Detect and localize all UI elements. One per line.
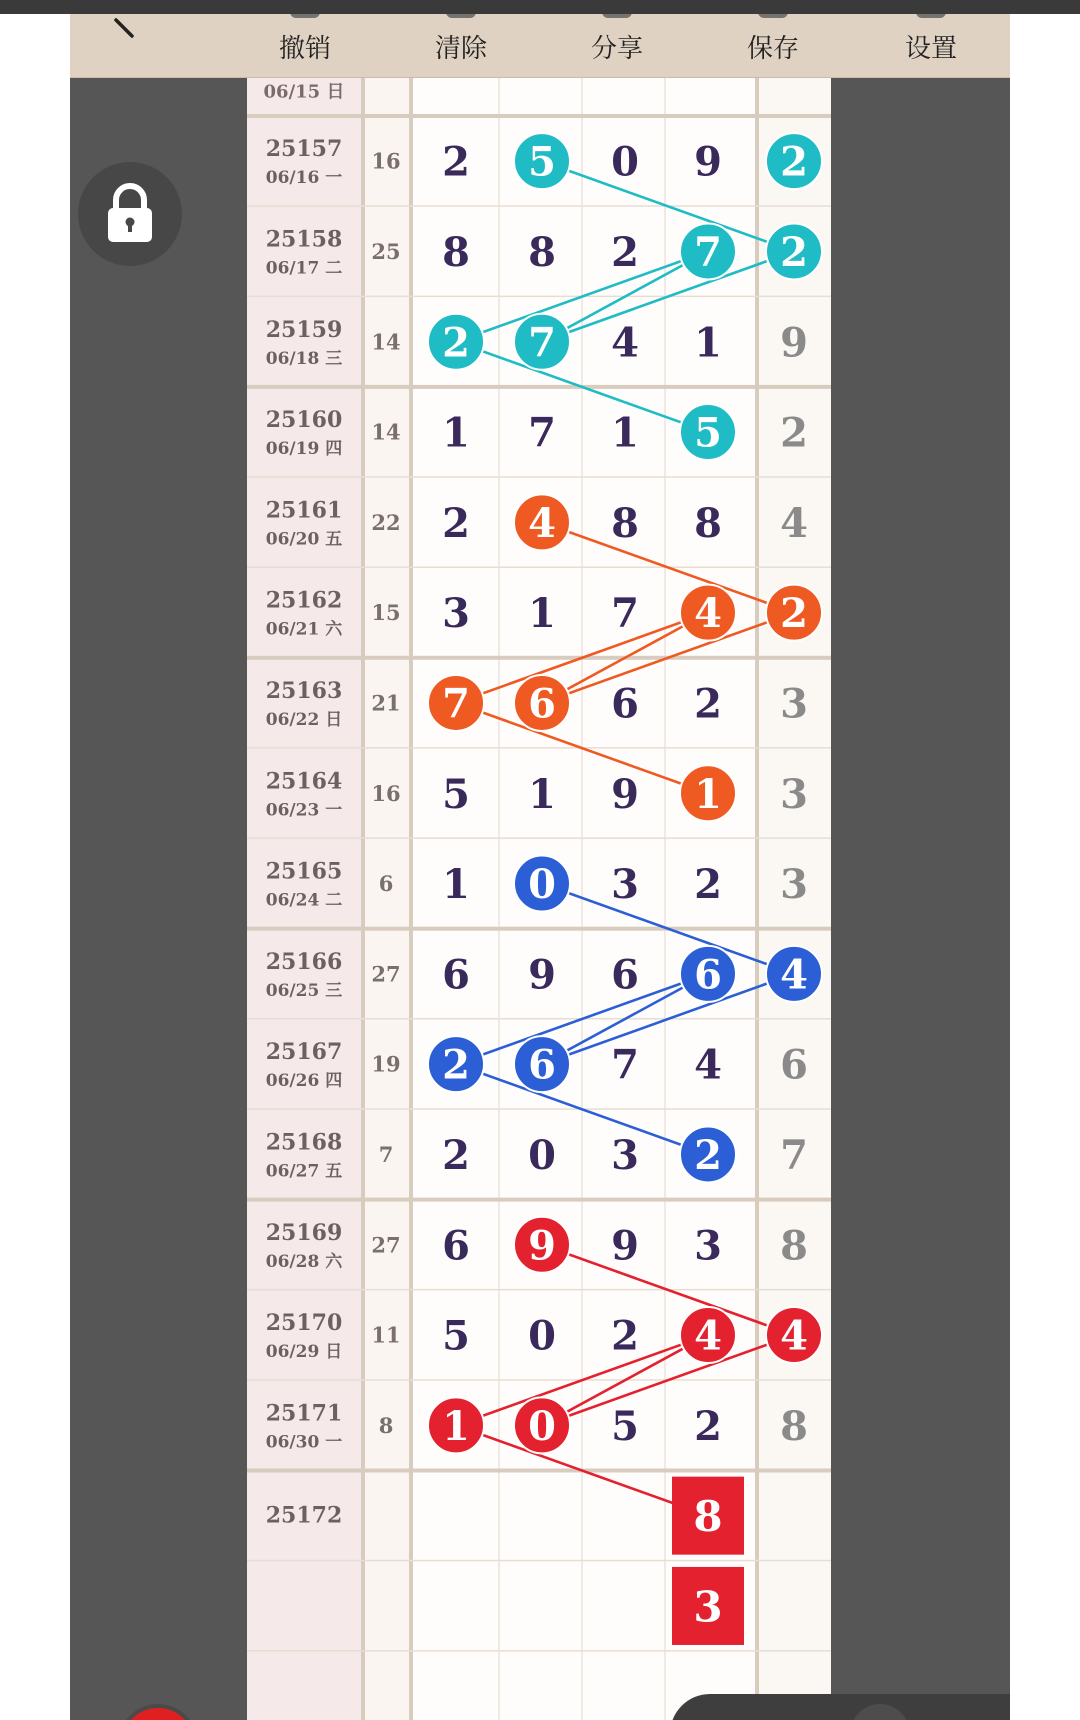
prediction-value: 8 bbox=[693, 1492, 723, 1542]
row-divider bbox=[247, 1469, 831, 1473]
back-arrow-icon[interactable] bbox=[108, 14, 148, 54]
sum-value: 22 bbox=[371, 509, 401, 535]
extra-value: 6 bbox=[780, 1041, 808, 1089]
digit-value: 4 bbox=[694, 1312, 722, 1360]
period-date: 06/20 五 bbox=[265, 529, 343, 550]
row-divider bbox=[247, 1198, 831, 1202]
lock-button[interactable] bbox=[78, 162, 182, 266]
row-divider bbox=[247, 656, 831, 660]
digit-value: 4 bbox=[694, 590, 722, 638]
sum-value: 27 bbox=[371, 961, 401, 987]
digit-value: 2 bbox=[442, 1041, 470, 1089]
row-divider bbox=[247, 1650, 831, 1652]
digit-value: 3 bbox=[694, 1222, 722, 1270]
digit-value: 6 bbox=[528, 680, 556, 728]
sum-value: 25 bbox=[371, 238, 401, 264]
extra-value: 4 bbox=[780, 1312, 808, 1360]
row-divider bbox=[247, 205, 831, 207]
digit-value: 4 bbox=[694, 1041, 722, 1089]
extra-value: 3 bbox=[780, 861, 808, 909]
extra-value: 4 bbox=[780, 951, 808, 999]
row-divider bbox=[247, 114, 831, 118]
digit-value: 1 bbox=[611, 409, 639, 457]
period-number: 25162 bbox=[265, 587, 343, 614]
save-button[interactable] bbox=[698, 14, 848, 78]
row-divider bbox=[247, 837, 831, 839]
period-number: 25157 bbox=[265, 136, 343, 163]
sum-value: 14 bbox=[371, 329, 401, 355]
digit-value: 8 bbox=[528, 228, 556, 276]
extra-value: 2 bbox=[780, 409, 808, 457]
digit-value: 1 bbox=[528, 590, 556, 638]
digit-value: 4 bbox=[528, 499, 556, 547]
extra-value: 2 bbox=[780, 590, 808, 638]
extra-value: 3 bbox=[780, 680, 808, 728]
extra-value: 8 bbox=[780, 1222, 808, 1270]
digit-value: 0 bbox=[528, 1312, 556, 1360]
share-button[interactable] bbox=[542, 14, 692, 78]
sum-value: 27 bbox=[371, 1232, 401, 1258]
digit-value: 2 bbox=[442, 499, 470, 547]
digit-value: 5 bbox=[694, 409, 722, 457]
extra-value: 9 bbox=[780, 319, 808, 367]
partial-row-date: 06/15 日 bbox=[263, 81, 345, 103]
digit-value: 6 bbox=[611, 680, 639, 728]
share-label: 分享 bbox=[590, 34, 643, 64]
extra-value: 4 bbox=[780, 499, 808, 547]
row-divider bbox=[247, 927, 831, 931]
digit-value: 7 bbox=[528, 319, 556, 367]
row-divider bbox=[247, 476, 831, 478]
clear-icon bbox=[446, 14, 476, 18]
period-date: 06/27 五 bbox=[265, 1161, 343, 1182]
digit-value: 0 bbox=[528, 1131, 556, 1179]
toolbar bbox=[70, 14, 1010, 78]
period-date: 06/24 二 bbox=[265, 890, 343, 911]
digit-value: 2 bbox=[694, 680, 722, 728]
save-icon bbox=[758, 14, 788, 18]
digit-value: 5 bbox=[442, 1312, 470, 1360]
digit-value: 3 bbox=[611, 861, 639, 909]
row-divider bbox=[247, 1289, 831, 1291]
row-divider bbox=[247, 296, 831, 298]
extra-value: 2 bbox=[780, 138, 808, 186]
digit-value: 2 bbox=[611, 1312, 639, 1360]
floating-panel-handle[interactable] bbox=[850, 1704, 910, 1720]
period-number: 25167 bbox=[265, 1039, 343, 1066]
sum-value: 7 bbox=[378, 1141, 394, 1167]
digit-value: 2 bbox=[442, 138, 470, 186]
next-period-number: 25172 bbox=[265, 1502, 343, 1529]
sum-value: 6 bbox=[378, 871, 394, 897]
period-date: 06/29 日 bbox=[265, 1342, 343, 1363]
sum-value: 16 bbox=[371, 780, 401, 806]
row-divider bbox=[247, 1018, 831, 1020]
digit-value: 2 bbox=[694, 1131, 722, 1179]
digit-value: 1 bbox=[694, 770, 722, 818]
digit-value: 0 bbox=[528, 861, 556, 909]
red-action-button[interactable] bbox=[118, 1704, 198, 1720]
period-date: 06/19 四 bbox=[265, 439, 343, 460]
save-label: 保存 bbox=[746, 34, 799, 64]
digit-value: 8 bbox=[694, 499, 722, 547]
clear-button[interactable] bbox=[386, 14, 536, 78]
sum-value: 11 bbox=[371, 1322, 401, 1348]
sum-value: 16 bbox=[371, 148, 401, 174]
sum-value: 8 bbox=[378, 1412, 394, 1438]
row-divider bbox=[247, 1379, 831, 1381]
digit-value: 2 bbox=[442, 1131, 470, 1179]
digit-value: 6 bbox=[528, 1041, 556, 1089]
digit-value: 6 bbox=[442, 1222, 470, 1270]
digit-value: 0 bbox=[528, 1402, 556, 1450]
digit-value: 2 bbox=[611, 228, 639, 276]
extra-value: 2 bbox=[780, 228, 808, 276]
digit-value: 3 bbox=[611, 1131, 639, 1179]
period-number: 25158 bbox=[265, 226, 343, 253]
digit-value: 7 bbox=[611, 1041, 639, 1089]
status-bar bbox=[0, 0, 1080, 14]
period-date: 06/23 一 bbox=[265, 800, 343, 821]
period-number: 25160 bbox=[265, 407, 343, 434]
digit-value: 6 bbox=[611, 951, 639, 999]
digit-value: 9 bbox=[528, 1222, 556, 1270]
sum-value: 14 bbox=[371, 419, 401, 445]
digit-value: 1 bbox=[528, 770, 556, 818]
row-divider bbox=[247, 1108, 831, 1110]
digit-value: 0 bbox=[611, 138, 639, 186]
digit-value: 9 bbox=[611, 1222, 639, 1270]
digit-value: 2 bbox=[694, 1402, 722, 1450]
digit-value: 1 bbox=[694, 319, 722, 367]
prediction-value: 3 bbox=[693, 1582, 723, 1632]
digit-value: 7 bbox=[694, 228, 722, 276]
trend-grid bbox=[247, 78, 831, 1720]
period-number: 25169 bbox=[265, 1219, 343, 1246]
period-number: 25168 bbox=[265, 1129, 343, 1156]
row-divider bbox=[247, 1560, 831, 1562]
lock-icon bbox=[78, 162, 182, 266]
digit-value: 6 bbox=[694, 951, 722, 999]
period-date: 06/17 二 bbox=[265, 258, 343, 279]
period-number: 25159 bbox=[265, 316, 343, 343]
period-number: 25166 bbox=[265, 948, 343, 975]
row-divider bbox=[247, 747, 831, 749]
digit-value: 3 bbox=[442, 590, 470, 638]
digit-value: 6 bbox=[442, 951, 470, 999]
period-number: 25165 bbox=[265, 858, 343, 885]
column-divider bbox=[361, 78, 365, 1720]
digit-value: 9 bbox=[611, 770, 639, 818]
period-date: 06/28 六 bbox=[265, 1251, 343, 1272]
period-number: 25171 bbox=[265, 1400, 343, 1427]
period-number: 25170 bbox=[265, 1310, 343, 1337]
clear-label: 清除 bbox=[434, 34, 487, 64]
period-date: 06/16 一 bbox=[265, 168, 343, 189]
period-date: 06/25 三 bbox=[265, 980, 343, 1001]
digit-value: 5 bbox=[611, 1402, 639, 1450]
undo-label: 撤销 bbox=[278, 34, 331, 64]
digit-value: 8 bbox=[611, 499, 639, 547]
digit-value: 2 bbox=[442, 319, 470, 367]
digit-value: 5 bbox=[528, 138, 556, 186]
row-divider bbox=[247, 567, 831, 569]
period-number: 25164 bbox=[265, 768, 343, 795]
settings-icon bbox=[916, 14, 946, 18]
period-date: 06/26 四 bbox=[265, 1071, 343, 1092]
digit-value: 5 bbox=[442, 770, 470, 818]
digit-value: 1 bbox=[442, 861, 470, 909]
undo-button[interactable] bbox=[230, 14, 380, 78]
column-divider bbox=[755, 78, 759, 1720]
sum-column-bg bbox=[363, 78, 409, 1720]
digit-value: 9 bbox=[528, 951, 556, 999]
settings-button[interactable] bbox=[856, 14, 1006, 78]
column-divider bbox=[409, 78, 413, 1720]
share-icon bbox=[602, 14, 632, 18]
digit-value: 4 bbox=[611, 319, 639, 367]
digit-value: 1 bbox=[442, 409, 470, 457]
digit-value: 7 bbox=[611, 590, 639, 638]
app-frame bbox=[70, 14, 1010, 1720]
digit-value: 8 bbox=[442, 228, 470, 276]
row-divider bbox=[247, 385, 831, 389]
settings-label: 设置 bbox=[904, 34, 957, 64]
period-number: 25161 bbox=[265, 497, 343, 524]
sum-value: 19 bbox=[371, 1051, 401, 1077]
digit-value: 7 bbox=[442, 680, 470, 728]
extra-value: 7 bbox=[780, 1131, 808, 1179]
trend-chart bbox=[247, 78, 831, 1720]
period-number: 25163 bbox=[265, 677, 343, 704]
floating-panel[interactable] bbox=[670, 1694, 1010, 1720]
period-date: 06/18 三 bbox=[265, 348, 343, 369]
period-date: 06/22 日 bbox=[265, 709, 343, 730]
digit-value: 2 bbox=[694, 861, 722, 909]
period-date: 06/21 六 bbox=[265, 619, 343, 640]
extra-value: 8 bbox=[780, 1402, 808, 1450]
extra-value: 3 bbox=[780, 770, 808, 818]
digit-value: 9 bbox=[694, 138, 722, 186]
digit-value: 1 bbox=[442, 1402, 470, 1450]
sum-value: 15 bbox=[371, 600, 401, 626]
digit-value: 7 bbox=[528, 409, 556, 457]
undo-icon bbox=[290, 14, 320, 18]
sum-value: 21 bbox=[371, 690, 401, 716]
period-date: 06/30 一 bbox=[265, 1432, 343, 1453]
